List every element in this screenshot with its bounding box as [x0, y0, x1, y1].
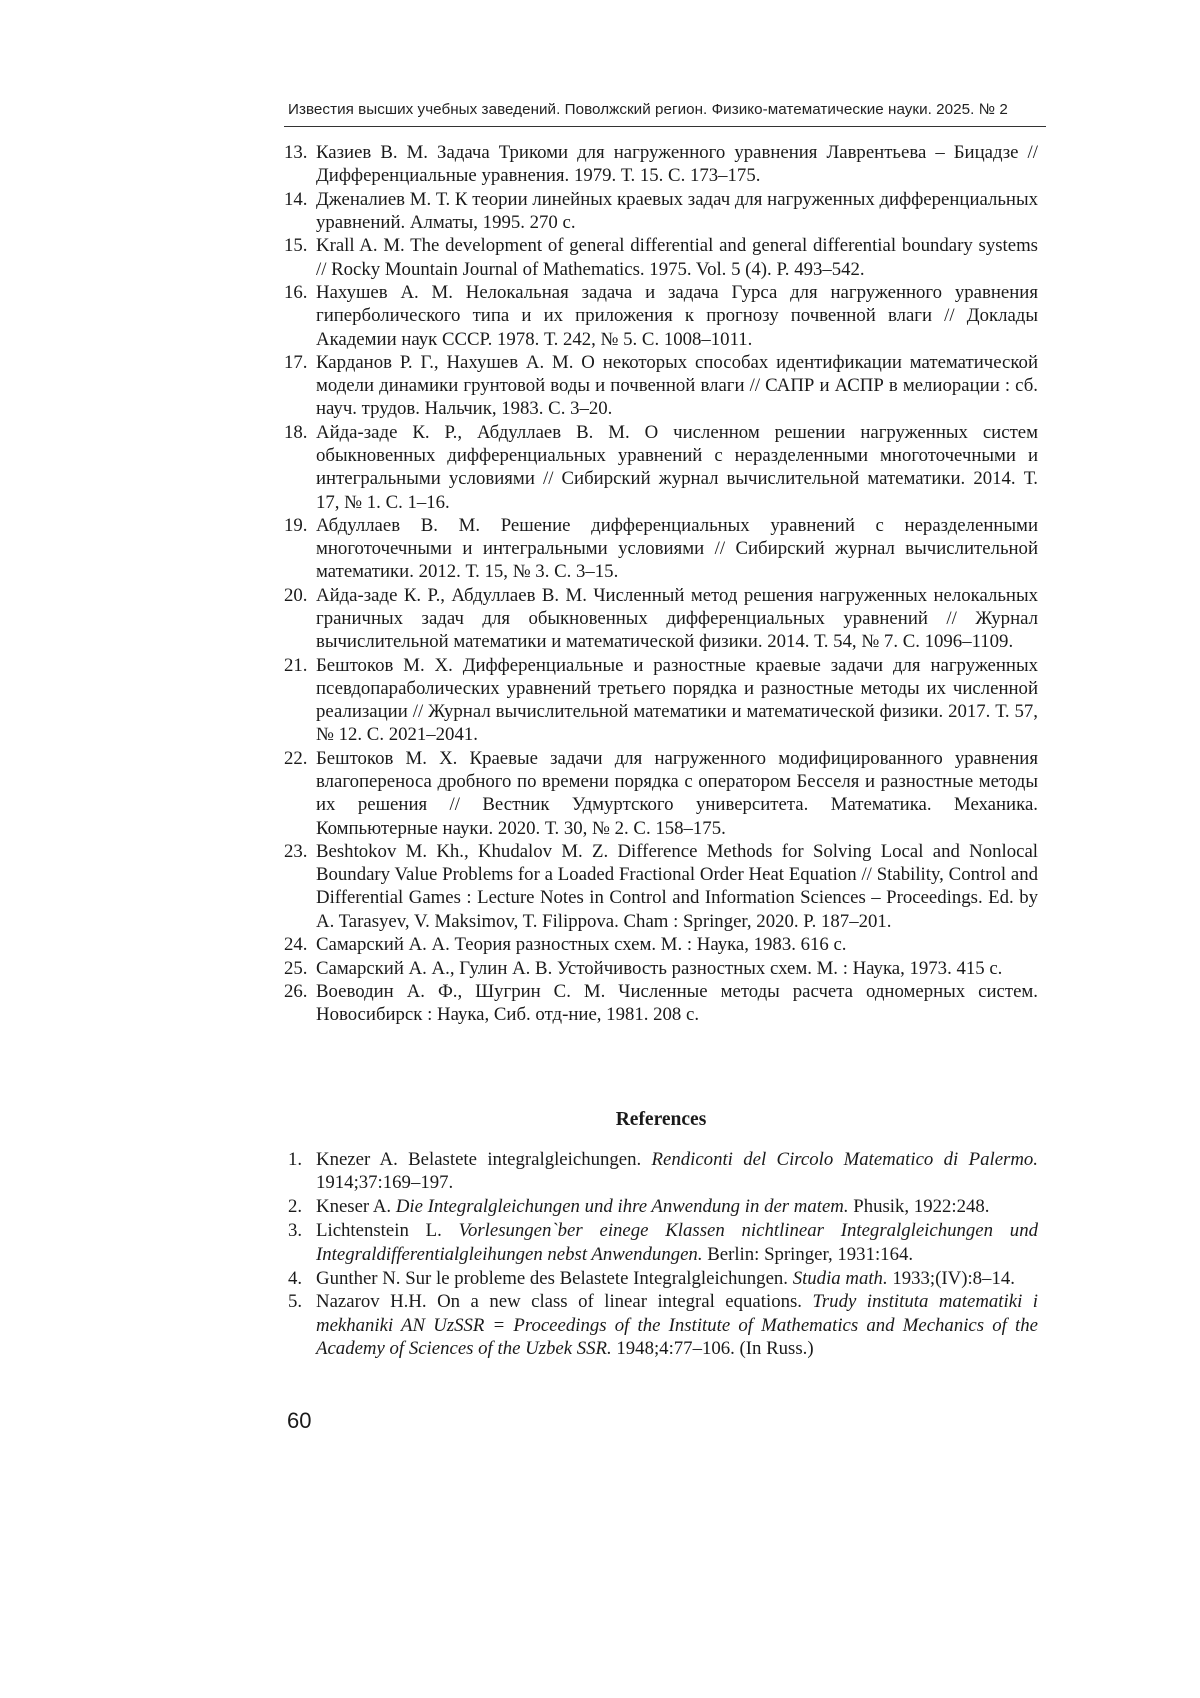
reference-item: [284, 654, 1038, 747]
reference-text: Дженалиев М. Т. К теории линейных краевых задач для нагруженных дифференциальных уравнений. Алматы, 1995. 270 с.: [316, 188, 1038, 233]
reference-number: 1.: [288, 1149, 303, 1170]
reference-details: Berlin: Springer, 1931:164.: [702, 1243, 914, 1265]
reference-source: Vorlesungen`ber einege Klassen nichtlinear Integralgleichungen und Integraldifferentialgleihungen nebst Anwendungen.: [316, 1220, 1038, 1265]
reference-authors-title: Kneser A.: [316, 1196, 396, 1218]
reference-details: 1914;37:169–197.: [316, 1172, 454, 1194]
reference-text: Абдуллаев В. М. Решение дифференциальных уравнений с неразделенными многоточечными и интегральными условиями // Сибирский журнал вычислительной математики. 2012. Т. 15, № 3. С. 3–15.: [316, 515, 1038, 583]
reference-source: Studia math.: [792, 1267, 888, 1289]
reference-authors-title: Lichtenstein L.: [316, 1220, 459, 1242]
reference-text: Карданов Р. Г., Нахушев А. М. О некоторых способах идентификации математической модели динамики грунтовой воды и почвенной влаги // САПР и АСПР в мелиорации : сб. науч. трудов. Нальчик, 1983. С. 3–20.: [316, 352, 1038, 420]
reference-source: Die Integralgleichungen und ihre Anwendung in der matem.: [395, 1196, 849, 1218]
russian-reference-list: [284, 141, 1038, 1027]
reference-text: Нахушев А. М. Нелокальная задача и задача Гурса для нагруженного уравнения гиперболического типа и их приложения к прогнозу почвенной влаги // Доклады Академии наук СССР. 1978. Т. 242, № 5. С. 1008–1011.: [316, 282, 1038, 350]
reference-text: Казиев В. М. Задача Трикоми для нагруженного уравнения Лаврентьева – Бицадзе // Дифференциальные уравнения. 1979. Т. 15. С. 173–175.: [316, 142, 1038, 187]
reference-item: [284, 234, 1038, 280]
reference-number: 15.: [284, 235, 308, 257]
reference-item: [284, 584, 1038, 654]
reference-number: 2.: [288, 1196, 303, 1218]
reference-text: Айда-заде К. Р., Абдуллаев В. М. Численный метод решения нагруженных нелокальных граничных задач для обыкновенных дифференциальных уравнений // Журнал вычислительной математики и математической физики. 2014. Т. 54, № 7. С. 1096–1109.: [316, 584, 1038, 653]
reference-item: [284, 421, 1038, 514]
reference-number: 26.: [284, 981, 308, 1003]
reference-text: Самарский А. А., Гулин А. В. Устойчивость разностных схем. М. : Наука, 1973. 415 с.: [316, 957, 1003, 979]
reference-number: 4.: [288, 1267, 303, 1289]
reference-number: 23.: [284, 841, 308, 863]
english-reference-list: [284, 1148, 1038, 1361]
reference-item: [284, 747, 1038, 840]
reference-number: 24.: [284, 934, 308, 956]
reference-item: [284, 188, 1038, 234]
reference-item: [284, 840, 1038, 933]
reference-item: [284, 281, 1038, 351]
reference-text: Самарский А. А. Теория разностных схем. М. : Наука, 1983. 616 с.: [316, 934, 847, 956]
reference-number: 14.: [284, 188, 308, 210]
running-header: Известия высших учебных заведений. Поволжский регион. Физико-математические науки. 2025. № 2: [288, 101, 1008, 118]
reference-details: 1933;(IV):8–14.: [887, 1267, 1015, 1289]
reference-details: Phusik, 1922:248.: [848, 1196, 990, 1218]
reference-text: Бештоков М. Х. Краевые задачи для нагруженного модифицированного уравнения влагопереноса дробного по времени порядка с оператором Бесселя и разностные методы их решения // Вестник Удмуртского университета. Математика. Механика. Компьютерные науки. 2020. Т. 30, № 2. С. 158–175.: [316, 747, 1038, 839]
reference-number: 18.: [284, 421, 308, 443]
reference-details: 1948;4:77–106. (In Russ.): [611, 1338, 814, 1360]
reference-source: Trudy instituta matematiki i mekhaniki AN UzSSR = Proceedings of the Institute of Mathematics and Mechanics of the Academy of Sciences of the Uzbek SSR.: [316, 1291, 1038, 1360]
page-number: 60: [287, 1408, 312, 1433]
reference-authors-title: Gunther N. Sur le probleme des Belastete Integralgleichungen.: [316, 1267, 793, 1289]
english-references-section: [284, 1108, 1038, 1361]
reference-item: [284, 1267, 1038, 1290]
reference-item: [284, 141, 1038, 187]
reference-text: Бештоков М. Х. Дифференциальные и разностные краевые задачи для нагруженных псевдопараболических уравнений третьего порядка и разностные методы их численной реализации // Журнал вычислительной математики и математической физики. 2017. Т. 57, № 12. С. 2021–2041.: [316, 654, 1038, 746]
reference-number: 21.: [284, 654, 308, 676]
reference-number: 25.: [284, 957, 308, 979]
reference-number: 13.: [284, 142, 308, 163]
reference-number: 5.: [288, 1291, 303, 1313]
reference-text: Воеводин А. Ф., Шугрин С. М. Численные методы расчета одномерных систем. Новосибирск : Наука, Сиб. отд-ние, 1981. 208 с.: [316, 981, 1038, 1026]
reference-text: Beshtokov M. Kh., Khudalov M. Z. Difference Methods for Solving Local and Nonlocal Boundary Value Problems for a Loaded Fractional Order Heat Equation // Stability, Control and Differential Games : Lecture Notes in Control and Information Sciences – Proceedings. Ed. by A. Tarasyev, V. Maksimov, T. Filippova. Cham : Springer, 2020. P. 187–201.: [316, 841, 1038, 932]
reference-item: [284, 514, 1038, 584]
reference-item: [284, 1219, 1038, 1266]
reference-item: [284, 1195, 1038, 1218]
reference-number: 16.: [284, 282, 308, 304]
reference-text: Айда-заде К. Р., Абдуллаев В. М. О численном решении нагруженных систем обыкновенных дифференциальных уравнений с неразделенными многоточечными и интегральными условиями // Сибирский журнал вычислительной математики. 2014. Т. 17, № 1. С. 1–16.: [316, 421, 1038, 513]
reference-source: Rendiconti del Circolo Matematico di Palermo.: [651, 1149, 1038, 1170]
reference-number: 3.: [288, 1220, 303, 1242]
references-heading: References: [615, 1109, 707, 1130]
reference-number: 20.: [284, 584, 308, 606]
reference-item: [284, 980, 1038, 1026]
reference-item: [284, 957, 1038, 980]
reference-authors-title: Nazarov H.H. On a new class of linear integral equations.: [316, 1291, 813, 1313]
reference-number: 19.: [284, 515, 308, 537]
reference-authors-title: Knezer A. Belastete integralgleichungen.: [316, 1149, 652, 1170]
reference-item: [284, 1148, 1038, 1195]
reference-number: 22.: [284, 747, 308, 769]
reference-item: [284, 351, 1038, 421]
reference-item: [284, 933, 1038, 956]
reference-number: 17.: [284, 352, 308, 374]
header-rule: [284, 126, 1046, 127]
reference-item: [284, 1290, 1038, 1360]
reference-text: Krall A. M. The development of general differential and general differential boundary systems // Rocky Mountain Journal of Mathematics. 1975. Vol. 5 (4). P. 493–542.: [316, 235, 1038, 280]
